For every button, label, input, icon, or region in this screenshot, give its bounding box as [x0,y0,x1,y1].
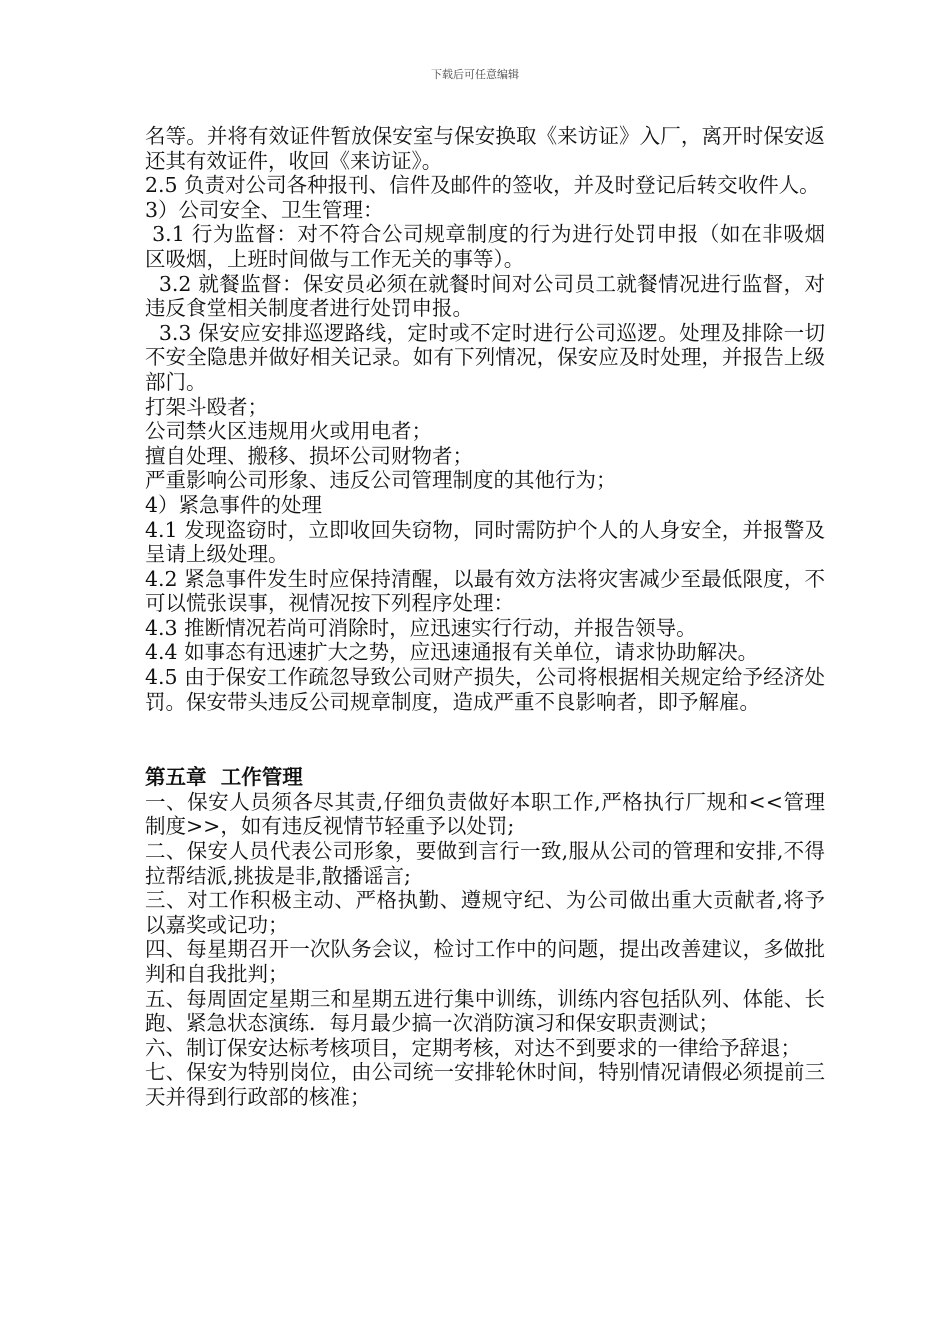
paragraph: 五、每周固定星期三和星期五进行集中训练，训练内容包括队列、体能、长跑、紧急状态演练．每月最少搞一次消防演习和保安职责测试； [145,986,825,1036]
section-heading: 4）紧急事件的处理 [145,492,323,517]
list-item: 严重影响公司形象、违反公司管理制度的其他行为； [145,468,617,493]
paragraph: 3.2 就餐监督：保安员必须在就餐时间对公司员工就餐情况进行监督，对违反食堂相关制度者进行处罚申报。 [145,271,825,321]
paragraph: 七、保安为特别岗位，由公司统一安排轮休时间，特别情况请假必须提前三天并得到行政部的核准； [145,1060,825,1109]
paragraph: 六、制订保安达标考核项目，定期考核，对达不到要求的一律给予辞退； [145,1035,801,1060]
paragraph: 4.3 推断情况若尚可消除时，应迅速实行行动，并报告领导。 [145,615,697,640]
paragraph: 一、保安人员须各尽其责,仔细负责做好本职工作,严格执行厂规和<<管理制度>>，如有违反视情节轻重予以处罚; [145,789,825,839]
section-heading: 3）公司安全、卫生管理： [145,197,384,222]
paragraph: 2.5 负责对公司各种报刊、信件及邮件的签收，并及时登记后转交收件人。 [145,173,820,198]
paragraph: 四、每星期召开一次队务会议，检讨工作中的问题，提出改善建议，多做批判和自我批判； [145,937,825,986]
paragraph: 4.4 如事态有迅速扩大之势，应迅速通报有关单位，请求协助解决。 [145,640,759,665]
paragraph: 三、对工作积极主动、严格执勤、遵规守纪、为公司做出重大贡献者,将予以嘉奖或记功； [145,888,825,937]
list-item: 公司禁火区违规用火或用电者； [145,419,432,444]
paragraph: 名等。并将有效证件暂放保安室与保安换取《来访证》入厂，离开时保安返还其有效证件，收回《来访证》。 [145,124,825,173]
section-gap [145,714,825,765]
paragraph: 4.1 发现盗窃时，立即收回失窃物，同时需防护个人的人身安全，并报警及呈请上级处理。 [145,517,825,567]
list-item: 打架斗殴者； [145,394,268,419]
document-body [145,124,825,1110]
paragraph: 3.1 行为监督：对不符合公司规章制度的行为进行处罚申报（如在非吸烟区吸烟，上班时间做与工作无关的事等）。 [145,222,825,271]
page-header: 下载后可任意编辑 [431,68,519,81]
chapter-title: 第五章 工作管理 [145,765,303,790]
list-item: 擅自处理、搬移、损坏公司财物者； [145,443,473,468]
paragraph: 4.5 由于保安工作疏忽导致公司财产损失，公司将根据相关规定给予经济处罚。保安带头违反公司规章制度，造成严重不良影响者，即予解雇。 [145,665,825,714]
paragraph: 二、保安人员代表公司形象，要做到言行一致,服从公司的管理和安排,不得拉帮结派,挑拔是非,散播谣言; [145,839,825,888]
paragraph: 4.2 紧急事件发生时应保持清醒，以最有效方法将灾害减少至最低限度，不可以慌张误事，视情况按下列程序处理： [145,566,825,616]
paragraph: 3.3 保安应安排巡逻路线，定时或不定时进行公司巡逻。处理及排除一切不安全隐患并做好相关记录。如有下列情况，保安应及时处理，并报告上级部门。 [145,320,825,394]
